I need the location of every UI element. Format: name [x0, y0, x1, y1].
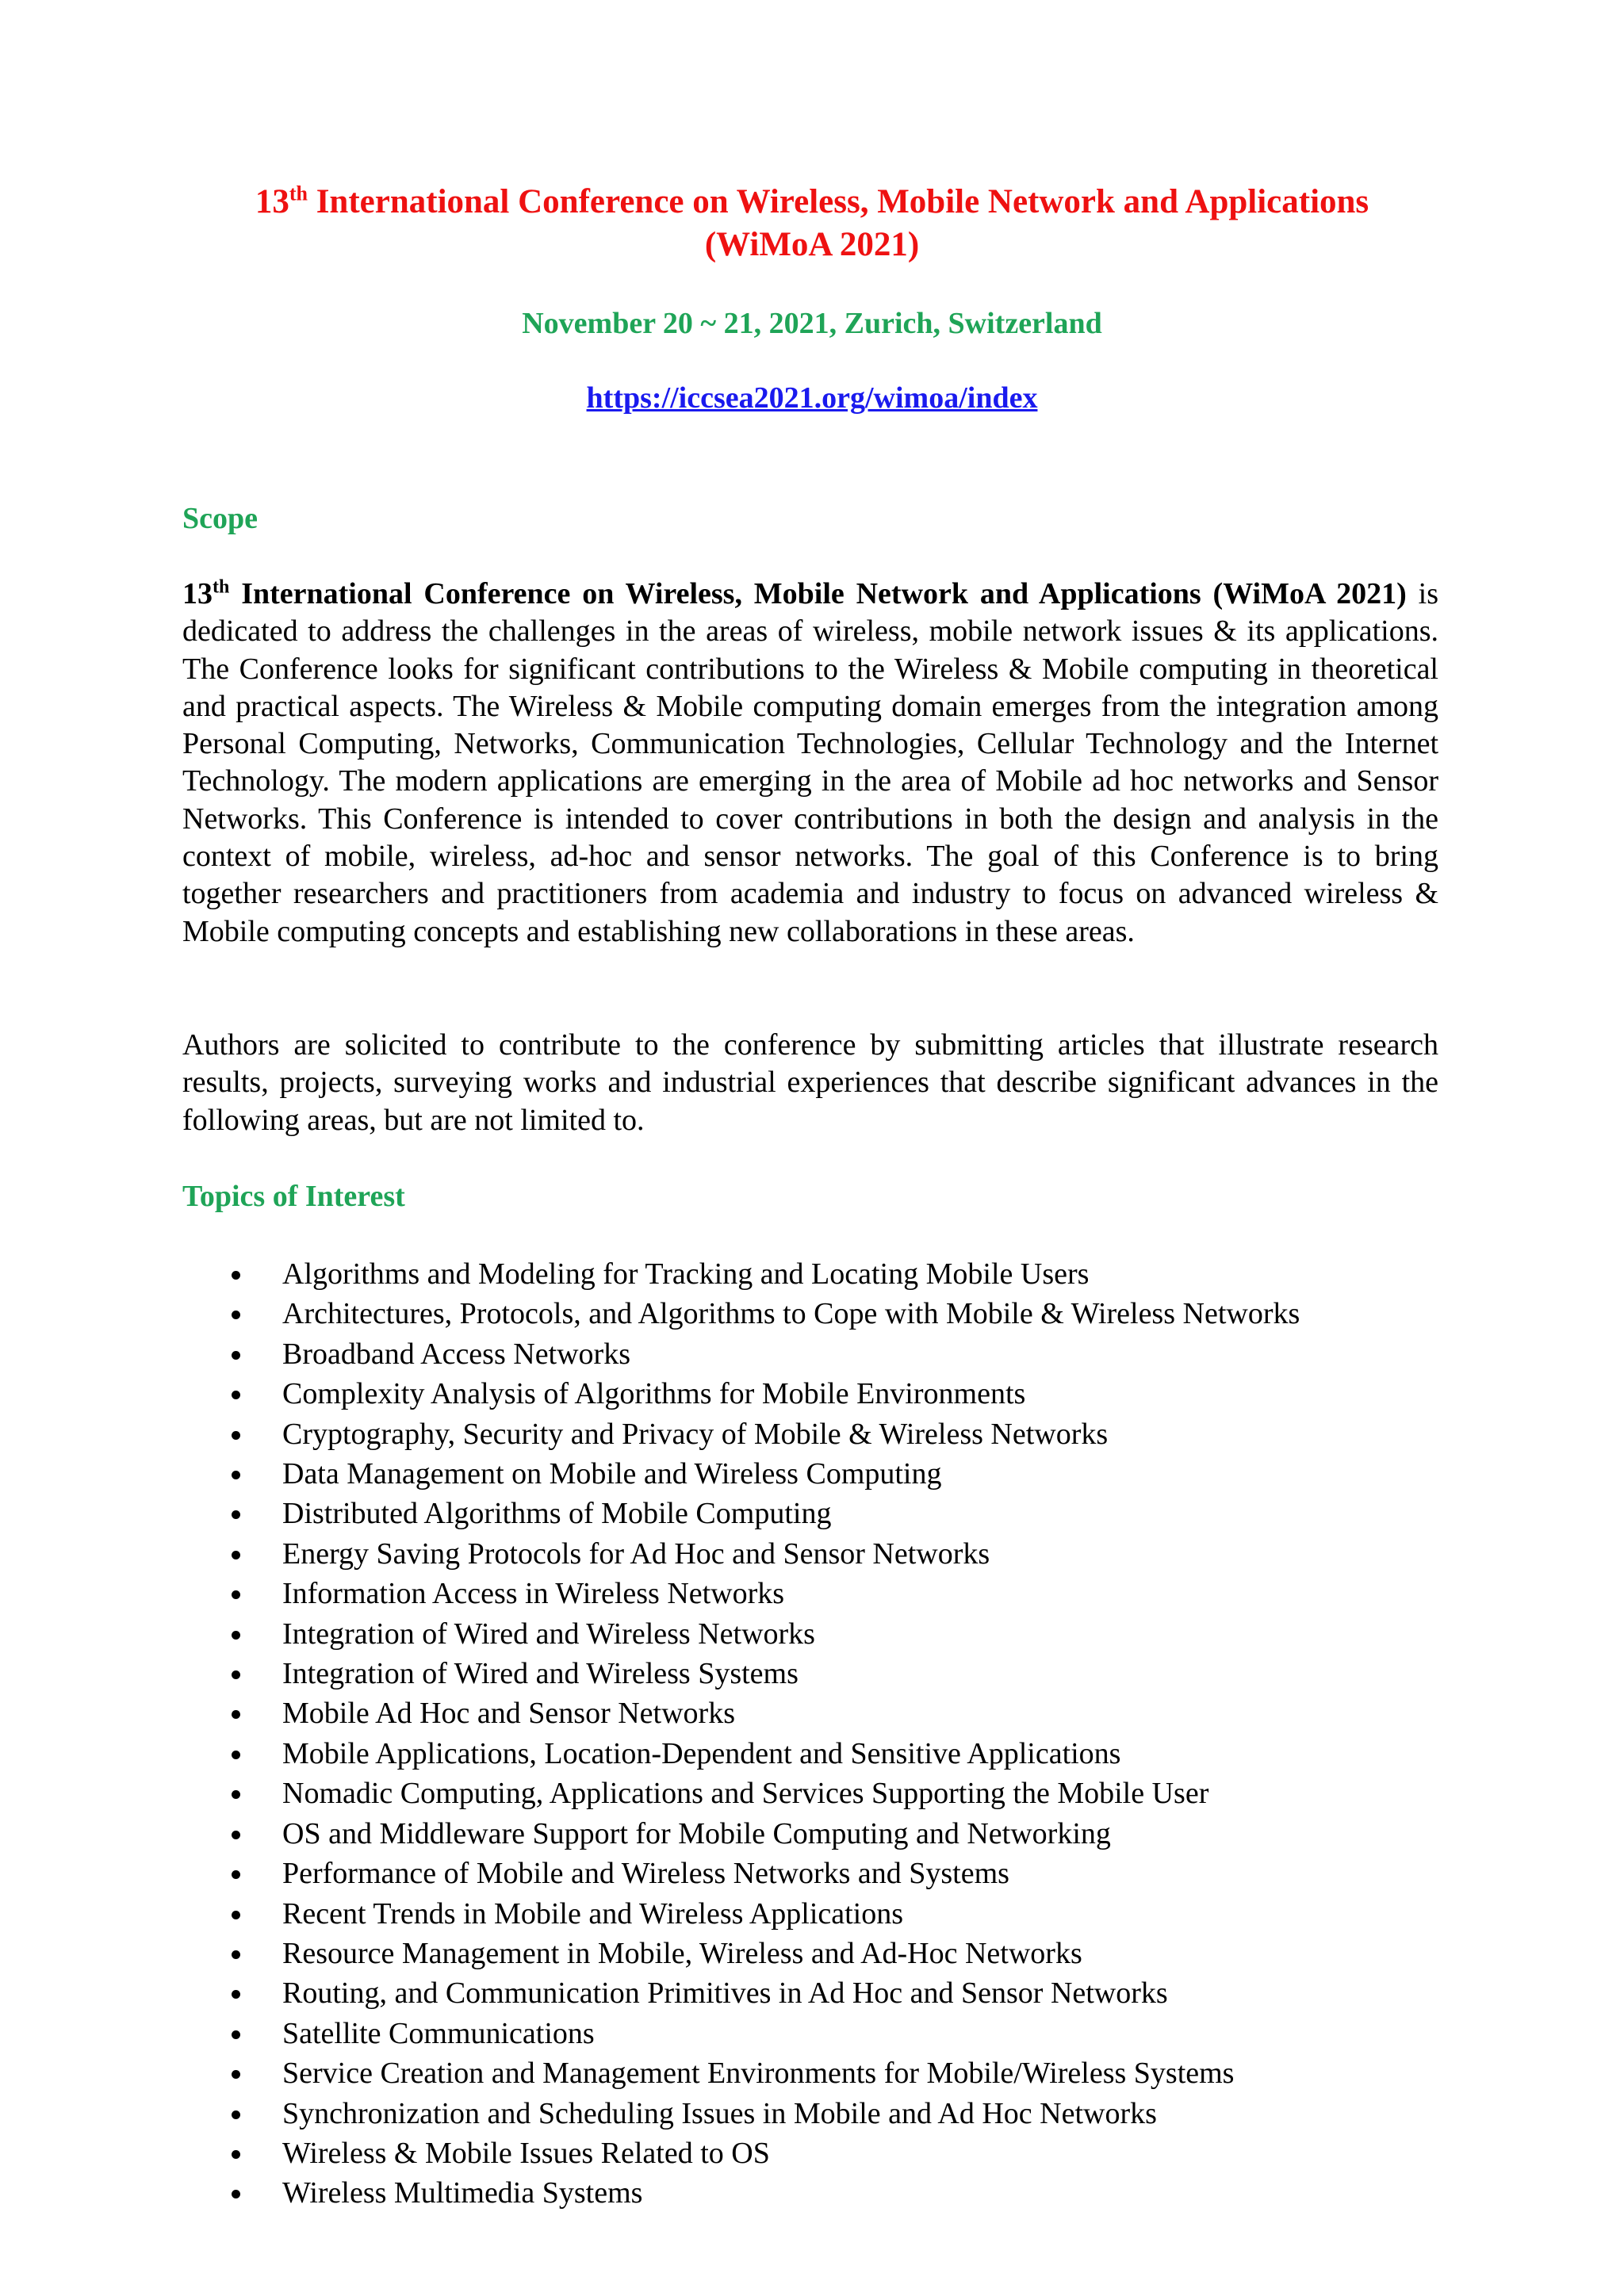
- scope-bold-number: 13: [182, 577, 213, 610]
- topic-label: Wireless Multimedia Systems: [282, 2176, 643, 2210]
- title-ordinal-suffix: th: [289, 182, 308, 205]
- topic-label: Broadband Access Networks: [282, 1337, 631, 1371]
- topic-label: Mobile Ad Hoc and Sensor Networks: [282, 1697, 735, 1731]
- bullet-icon: [232, 2190, 240, 2198]
- conference-url-link[interactable]: https://iccsea2021.org/wimoa/index: [586, 381, 1038, 415]
- topic-label: Energy Saving Protocols for Ad Hoc and Sensor Networks: [282, 1536, 990, 1571]
- bullet-icon: [232, 1471, 240, 1479]
- bullet-icon: [232, 1751, 240, 1759]
- conference-header: [159, 181, 1465, 417]
- topic-label: Wireless & Mobile Issues Related to OS: [282, 2136, 770, 2170]
- bullet-icon: [232, 1790, 240, 1799]
- topic-item: [182, 1734, 1451, 1774]
- bullet-icon: [232, 1870, 240, 1879]
- topic-label: Architectures, Protocols, and Algorithms to Cope with Mobile & Wireless Networks: [282, 1297, 1300, 1331]
- scope-paragraph-text: is dedicated to address the challenges in the areas of wireless, mobile network issues & its applications. The Conference looks for significant contributions to the Wireless & Mobile computing in theoretical and practical aspects. The Wireless & Mobile computing domain emerges from the integration among Personal Computing, Networks, Communication Technologies, Cellular Technology and the Internet Technology. The modern applications are emerging in the area of Mobile ad hoc networks and Sensor Networks. This Conference is intended to cover contributions in both the design and analysis in the context of mobile, wireless, ad-hoc and sensor networks. The goal of this Conference is to bring together researchers and practitioners from academia and industry to focus on advanced wireless & Mobile computing concepts and establishing new collaborations in these areas.: [182, 577, 1438, 948]
- topic-label: Algorithms and Modeling for Tracking and Locating Mobile Users: [282, 1257, 1090, 1291]
- bullet-icon: [232, 1911, 240, 1919]
- topic-item: [182, 1414, 1451, 1454]
- title-number: 13: [255, 183, 289, 220]
- topic-item: [182, 1574, 1451, 1613]
- topic-item: [182, 1334, 1451, 1374]
- topic-label: Recent Trends in Mobile and Wireless Applications: [282, 1896, 904, 1931]
- scope-bold-ordinal-suffix: th: [213, 576, 230, 598]
- topic-label: Complexity Analysis of Algorithms for Mobile Environments: [282, 1377, 1026, 1411]
- bullet-icon: [232, 1710, 240, 1719]
- topic-label: Distributed Algorithms of Mobile Computing: [282, 1497, 832, 1531]
- topic-item: [182, 1614, 1451, 1654]
- scope-paragraph-bold-lead: [182, 577, 1407, 610]
- bullet-icon: [232, 1950, 240, 1959]
- bullet-icon: [232, 1391, 240, 1399]
- topic-label: Nomadic Computing, Applications and Services Supporting the Mobile User: [282, 1777, 1209, 1811]
- topic-label: Synchronization and Scheduling Issues in Mobile and Ad Hoc Networks: [282, 2096, 1157, 2130]
- topic-label: Data Management on Mobile and Wireless Computing: [282, 1457, 942, 1491]
- bullet-icon: [232, 2030, 240, 2039]
- scope-heading: Scope: [182, 502, 258, 535]
- topic-item: [182, 1254, 1451, 1294]
- bullet-icon: [232, 1831, 240, 1839]
- title-line-1: International Conference on Wireless, Mobile Network and Applications: [307, 183, 1369, 220]
- bullet-icon: [232, 1431, 240, 1440]
- scope-paragraph: [182, 576, 1438, 951]
- topic-label: Routing, and Communication Primitives in Ad Hoc and Sensor Networks: [282, 1976, 1168, 2011]
- topics-list: [182, 1254, 1451, 2214]
- topic-item: [182, 1294, 1451, 1334]
- topic-item: [182, 1494, 1451, 1533]
- bullet-icon: [232, 2070, 240, 2079]
- conference-date-location: November 20 ~ 21, 2021, Zurich, Switzerland: [522, 307, 1102, 340]
- bullet-icon: [232, 1510, 240, 1519]
- topic-item: [182, 1654, 1451, 1693]
- topic-item: [182, 1774, 1451, 1813]
- topic-label: Integration of Wired and Wireless Systems: [282, 1657, 799, 1691]
- title-line-2: (WiMoA 2021): [704, 226, 920, 263]
- topic-item: [182, 1534, 1451, 1574]
- topic-label: Mobile Applications, Location-Dependent and Sensitive Applications: [282, 1736, 1121, 1770]
- topic-label: Performance of Mobile and Wireless Networks and Systems: [282, 1857, 1009, 1891]
- topic-item: [182, 2133, 1451, 2173]
- bullet-icon: [232, 1670, 240, 1679]
- topic-label: Service Creation and Management Environments for Mobile/Wireless Systems: [282, 2057, 1235, 2091]
- topic-item: [182, 1894, 1451, 1934]
- topic-item: [182, 1693, 1451, 1733]
- bullet-icon: [232, 1590, 240, 1599]
- topic-label: Integration of Wired and Wireless Networks: [282, 1617, 815, 1651]
- topic-label: Cryptography, Security and Privacy of Mobile & Wireless Networks: [282, 1417, 1109, 1451]
- bullet-icon: [232, 1271, 240, 1280]
- topic-item: [182, 1854, 1451, 1893]
- topic-label: OS and Middleware Support for Mobile Computing and Networking: [282, 1816, 1111, 1850]
- conference-title: [159, 181, 1465, 266]
- bullet-icon: [232, 1311, 240, 1319]
- authors-paragraph: Authors are solicited to contribute to the conference by submitting articles that illustrate research results, projects, surveying works and industrial experiences that describe significant advances in the following areas, but are not limited to.: [182, 1028, 1438, 1137]
- bullet-icon: [232, 2110, 240, 2119]
- topic-item: [182, 1374, 1451, 1414]
- bullet-icon: [232, 1990, 240, 1999]
- bullet-icon: [232, 2150, 240, 2159]
- topics-heading: Topics of Interest: [182, 1180, 405, 1213]
- topic-item: [182, 2173, 1451, 2213]
- topic-label: Resource Management in Mobile, Wireless and Ad-Hoc Networks: [282, 1936, 1082, 1970]
- topic-label: Satellite Communications: [282, 2016, 595, 2050]
- topic-item: [182, 2014, 1451, 2053]
- topic-item: [182, 2094, 1451, 2133]
- topic-item: [182, 1814, 1451, 1854]
- topic-item: [182, 2053, 1451, 2093]
- scope-bold-rest: International Conference on Wireless, Mobile Network and Applications (WiMoA 2021): [229, 577, 1407, 610]
- topic-item: [182, 1454, 1451, 1494]
- bullet-icon: [232, 1631, 240, 1640]
- topic-item: [182, 1934, 1451, 1973]
- topic-item: [182, 1973, 1451, 2013]
- bullet-icon: [232, 1551, 240, 1559]
- bullet-icon: [232, 1351, 240, 1360]
- topic-label: Information Access in Wireless Networks: [282, 1577, 785, 1611]
